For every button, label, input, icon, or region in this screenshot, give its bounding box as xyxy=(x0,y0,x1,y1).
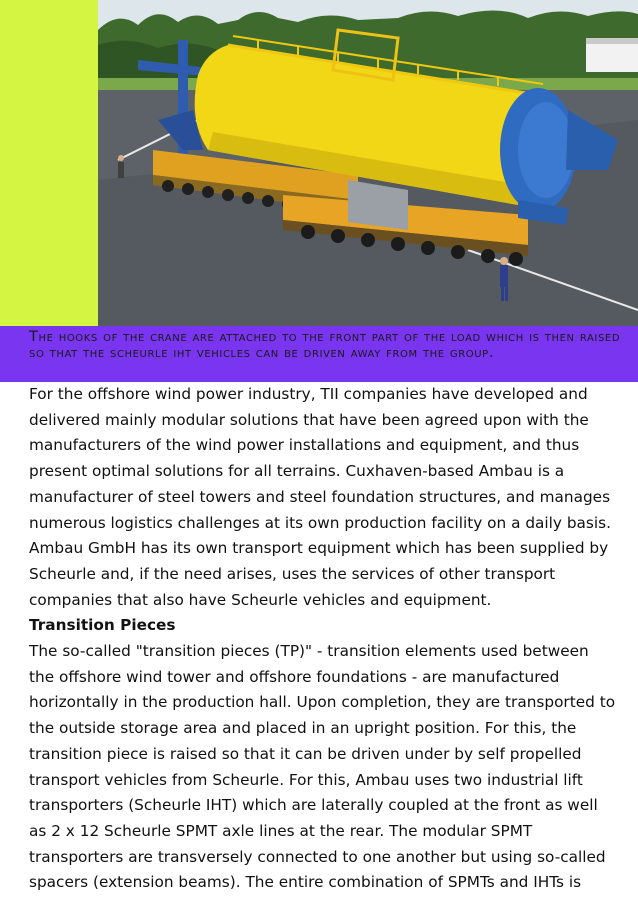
building xyxy=(586,42,638,72)
section-heading: Transition Pieces xyxy=(29,616,176,635)
green-side-bar xyxy=(0,0,100,326)
photo-caption: The hooks of the crane are attached to the front part of the load which is then raised so that the scheurle iht vehicles can be driven away from the group. xyxy=(29,329,621,361)
article-body xyxy=(29,382,617,896)
paragraph-transition-pieces: The so-called "transition pieces (TP)" - transition elements used between the offshore wind tower and offshore foundations - are manufactured horizontally in the production hall. Upon completion, they are transported to the outside storage area and placed in an upright position. For this, the transition piece is raised so that it can be driven under by self propelled transport vehicles from Scheurle. For this, Ambau uses two industrial lift transporters (Scheurle IHT) which are laterally coupled at the front as well as 2 x 12 Scheurle SPMT axle lines at the rear. The modular SPMT transporters are transversely connected to one another but using so-called spacers (extension beams). The entire combination of SPMTs and IHTs is xyxy=(29,642,616,892)
paragraph-intro: For the offshore wind power industry, TII companies have developed and delivered mainly modular solutions that have been agreed upon with the manufacturers of the wind power installations and equipment, and thus present optimal solutions for all terrains. Cuxhaven-based Ambau is a manufacturer of steel towers and steel foundation structures, and manages numerous logistics challenges at its own production facility on a daily basis. Ambau GmbH has its own transport equipment which has been supplied by Scheurle and, if the need arises, uses the services of other transport companies that also have Scheurle vehicles and equipment. xyxy=(29,385,611,609)
photo-transition-piece-transport xyxy=(98,0,638,326)
crane-mast xyxy=(178,40,188,170)
